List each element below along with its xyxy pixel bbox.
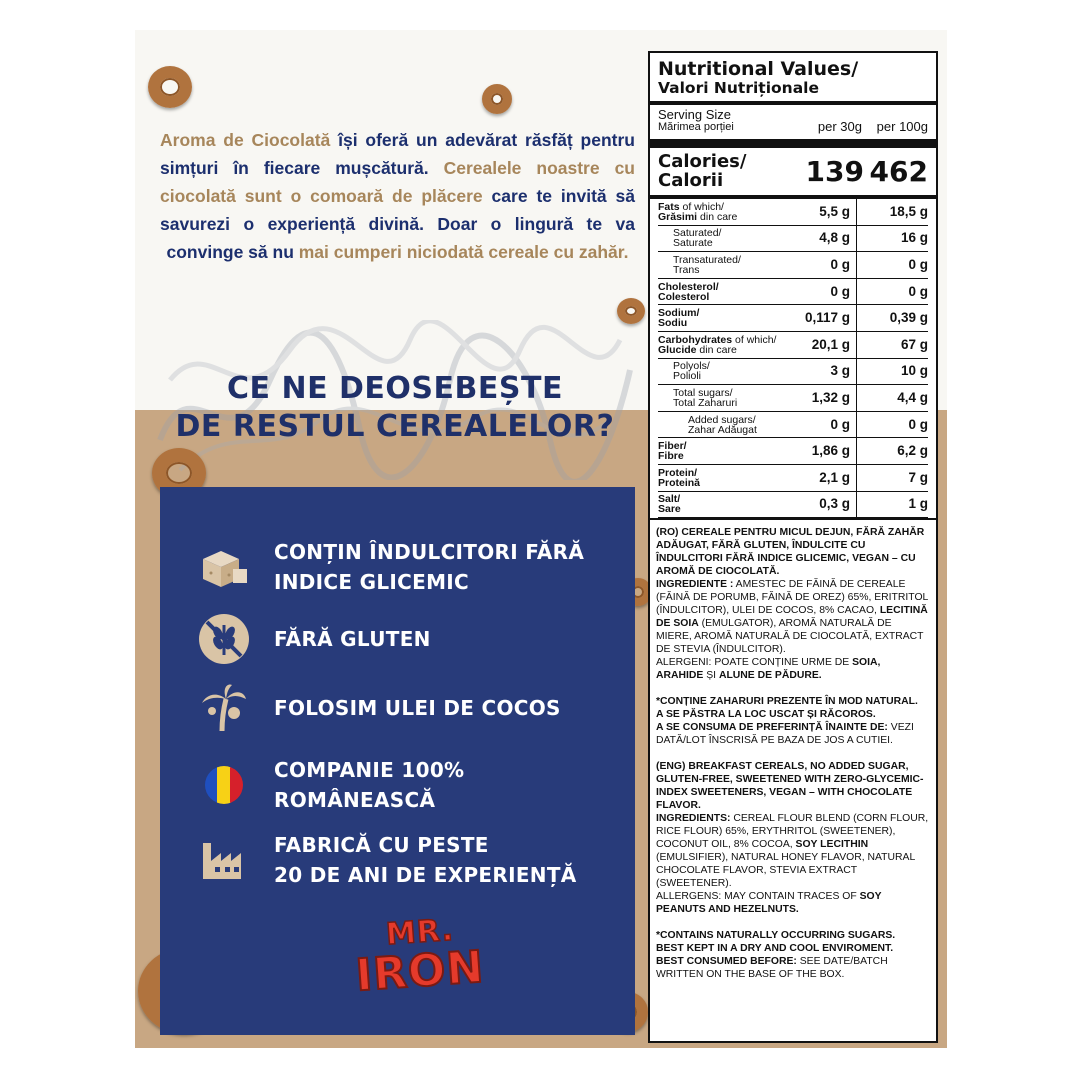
allergen-text: ALERGENI: POATE CONȚINE URME DE xyxy=(656,657,853,669)
ingredients-en-bold: SOY LECITHIN xyxy=(795,839,869,851)
spacer xyxy=(656,682,930,695)
nutrient-row xyxy=(658,199,928,226)
nutrition-title-en: Nutritional Values/ xyxy=(658,58,859,80)
feature-item xyxy=(198,830,577,890)
feature-line: INDICE GLICEMIC xyxy=(274,570,469,594)
nutrient-value-100g: 0,39 g xyxy=(856,305,928,331)
nutrient-name-ro: Fibre xyxy=(658,450,684,463)
feature-text xyxy=(274,537,584,597)
nutrient-label-ro xyxy=(673,371,784,381)
romania-flag-icon xyxy=(198,759,250,811)
nutrient-name-ro: Proteină xyxy=(658,476,701,489)
feature-item xyxy=(198,613,431,665)
allergen-bold: SOY PEANUTS AND HEZELNUTS. xyxy=(656,891,882,916)
nutrient-row xyxy=(658,279,928,306)
nutrient-name-en: Transaturated/ xyxy=(673,253,741,266)
nutrient-name-en: Sodium/ xyxy=(658,307,700,320)
ingredients-text xyxy=(650,518,936,981)
ingredients-ro-intro: (RO) CEREALE PENTRU MICUL DEJUN, FĂRĂ ZAHĂR ADĂUGAT, FĂRĂ GLUTEN, ÎNDULCITE CU ÎNDULCITORI FĂRĂ INDICE GLICEMIC, VEGAN – CU AROMĂ DE CIOCOLATĂ. xyxy=(656,527,925,578)
nutrient-name-en: Total sugars/ xyxy=(673,386,733,399)
nutrient-value-100g: 0 g xyxy=(856,279,928,305)
nutrient-name-en: Salt/ xyxy=(658,493,681,506)
calories-label-en: Calories/ xyxy=(658,151,747,172)
nutrient-label xyxy=(658,282,784,302)
ingredients-en-label: INGREDIENTS: xyxy=(656,813,731,825)
ingredients-ro-part: (EMULGATOR), AROMĂ NATURALĂ DE MIERE, AROMĂ NATURALĂ DE CIOCOLATĂ, EXTRACT DE STEVIA (ÎNDULCITOR). xyxy=(656,618,924,656)
allergen-bold: ALUNE DE PĂDURE. xyxy=(718,670,822,682)
ingredients-en-note xyxy=(656,955,930,981)
feature-line: ROMÂNEASCĂ xyxy=(274,788,436,812)
serving-size-row xyxy=(658,105,928,139)
nutrient-value-100g: 7 g xyxy=(856,465,928,491)
nutrient-value-30g: 20,1 g xyxy=(811,336,850,352)
nutrient-value-30g: 1,86 g xyxy=(811,443,850,459)
allergen-text: ȘI xyxy=(703,670,719,682)
nutrient-name-en: Polyols/ xyxy=(673,360,710,373)
factory-icon xyxy=(198,834,250,886)
nutrient-name-en: Cholesterol/ xyxy=(658,280,719,293)
nutrient-name-en: Protein/ xyxy=(658,466,698,479)
feature-item xyxy=(198,755,464,815)
ingredients-en-list xyxy=(656,812,930,890)
spacer xyxy=(656,916,930,929)
nutrient-name-ro: Zahar Adăugat xyxy=(688,423,757,436)
serving-label xyxy=(658,108,796,134)
ingredients-en-intro: (ENG) BREAKFAST CEREALS, NO ADDED SUGAR, GLUTEN-FREE, SWEETENED WITH ZERO-GLYCEMIC-INDEX SWEETENERS, VEGAN – WITH CHOCOLATE FLAVOR. xyxy=(656,761,924,812)
feature-line: CONȚIN ÎNDULCITORI FĂRĂ xyxy=(274,540,585,564)
ingredients-ro-list xyxy=(656,578,930,656)
nutrient-extra-en: of which/ xyxy=(732,333,777,346)
nutrient-name-en: Added sugars/ xyxy=(688,413,756,426)
nutrient-label xyxy=(658,202,784,222)
nutrient-value-30g: 4,8 g xyxy=(819,230,850,246)
nutrition-title-ro: Valori Nutriționale xyxy=(658,79,819,97)
nutrient-name-ro: Grăsimi xyxy=(658,210,698,223)
ingredients-ro-bold: LECITINĂ DE SOIA xyxy=(656,605,928,630)
note-text: SEE DATE/BATCH WRITTEN ON THE BASE OF THE BOX. xyxy=(656,956,888,981)
nutrient-label xyxy=(658,335,784,355)
nutrient-label-ro xyxy=(658,212,784,222)
nutrient-value-100g: 16 g xyxy=(856,226,928,252)
nutrient-row xyxy=(658,359,928,386)
nutrient-label xyxy=(658,468,784,488)
nutrient-label-ro xyxy=(673,238,784,248)
ingredients-ro-note: *CONȚINE ZAHARURI PREZENTE ÎN MOD NATURAL. xyxy=(656,696,918,708)
palm-tree-icon xyxy=(198,682,250,734)
note-text: VEZI DATĂ/LOT ÎNSCRISĂ PE BAZA DE JOS A CUTIEI. xyxy=(656,722,914,747)
nutrient-label xyxy=(658,361,784,381)
nutrient-value-100g: 18,5 g xyxy=(856,199,928,225)
nutrient-label-ro xyxy=(658,292,784,302)
divider xyxy=(650,139,936,148)
ingredients-en-note: *CONTAINS NATURALLY OCCURRING SUGARS. xyxy=(656,930,896,942)
nutrient-name-ro: Sodiu xyxy=(658,317,688,330)
ingredients-en-allergens xyxy=(656,890,930,916)
ingredients-ro-note: A SE PĂSTRA LA LOC USCAT ȘI RĂCOROS. xyxy=(656,709,876,721)
logo-text-bottom: IRON xyxy=(354,941,486,1002)
brand-logo xyxy=(350,912,490,1002)
nutrient-name-ro: Glucide xyxy=(658,343,697,356)
calories-value-100g: 462 xyxy=(869,154,928,188)
nutrient-label xyxy=(658,494,784,514)
nutrient-row xyxy=(658,252,928,279)
heading-line: DE RESTUL CEREALELOR? xyxy=(175,409,615,444)
cereal-ring-decoration xyxy=(482,84,512,114)
nutrient-value-30g: 5,5 g xyxy=(819,203,850,219)
nutrient-value-30g: 0,117 g xyxy=(804,310,850,326)
feature-text xyxy=(274,693,561,723)
nutrient-value-100g: 4,4 g xyxy=(856,385,928,411)
ingredients-ro-label: INGREDIENTE : xyxy=(656,579,734,591)
intro-segment: își oferă un adevărat răsfăț pentru simțuri în fiecare mușcătură. xyxy=(160,130,635,178)
nutrient-row xyxy=(658,332,928,359)
feature-text xyxy=(274,624,431,654)
nutrient-value-30g: 3 g xyxy=(830,363,850,379)
nutrient-label-ro xyxy=(688,425,784,435)
ingredients-en-part: CEREAL FLOUR BLEND (CORN FLOUR, RICE FLOUR) 65%, ERYTHRITOL (SWEETENER), COCONUT OIL, 8% COCOA, xyxy=(656,813,929,851)
nutrient-row xyxy=(658,492,928,519)
note-bold: BEST CONSUMED BEFORE: xyxy=(656,956,797,968)
nutrient-label xyxy=(658,441,784,461)
nutrient-label-ro xyxy=(658,451,784,461)
nutrient-label xyxy=(658,388,784,408)
nutrient-row xyxy=(658,465,928,492)
allergen-text: ALLERGENS: MAY CONTAIN TRACES OF xyxy=(656,891,860,903)
nutrient-extra-en: of which/ xyxy=(679,200,724,213)
intro-segment: care te invită să savurezi o experiență divină. Doar o lingură te va convinge să nu xyxy=(160,186,635,262)
nutrient-label-ro xyxy=(658,504,784,514)
feature-text xyxy=(274,755,464,815)
note-bold: A SE CONSUMA DE PREFERINȚĂ ÎNAINTE DE: xyxy=(656,722,888,734)
ingredients-ro-part: AMESTEC DE FĂINĂ DE CEREALE (FĂINĂ DE PORUMB, FĂINĂ DE OREZ) 65%, ERITRITOL (ÎNDULCITOR), ULEI DE COCOS, 8% CACAO, xyxy=(656,579,928,617)
nutrient-name-ro: Saturate xyxy=(673,237,713,250)
feature-line: FOLOSIM ULEI DE COCOS xyxy=(274,696,561,720)
nutrient-name-en: Carbohydrates xyxy=(658,333,733,346)
feature-line: COMPANIE 100% xyxy=(274,758,465,782)
nutrient-value-100g: 0 g xyxy=(856,412,928,438)
nutrient-value-100g: 1 g xyxy=(856,492,928,518)
nutrient-value-30g: 1,32 g xyxy=(811,389,850,405)
nutrient-extra-ro: din care xyxy=(696,343,737,356)
nutrient-value-100g: 6,2 g xyxy=(856,438,928,464)
feature-text xyxy=(274,830,577,890)
intro-segment: Aroma de Ciocolată xyxy=(160,130,331,150)
nutrient-table xyxy=(658,199,928,518)
nutrient-label-ro xyxy=(658,318,784,328)
nutrient-value-30g: 2,1 g xyxy=(819,469,850,485)
feature-item xyxy=(198,537,584,597)
nutrient-value-100g: 10 g xyxy=(856,359,928,385)
nutrient-value-100g: 0 g xyxy=(856,252,928,278)
calories-label-ro: Calorii xyxy=(658,170,724,191)
cereal-ring-decoration xyxy=(148,66,192,108)
serving-col-100g: per 100g xyxy=(876,119,928,134)
nutrition-label xyxy=(648,51,938,1043)
nutrient-label xyxy=(658,228,784,248)
intro-paragraph xyxy=(160,126,635,266)
nutrient-row xyxy=(658,412,928,439)
calories-row xyxy=(658,148,928,195)
features-panel xyxy=(160,487,635,1035)
nutrient-extra-ro: din care xyxy=(697,210,738,223)
intro-segment: mai cumperi niciodată cereale cu zahăr. xyxy=(298,242,629,262)
spacer xyxy=(656,747,930,760)
nutrient-label xyxy=(658,255,784,275)
calories-label xyxy=(658,152,802,190)
calories-value-30g: 139 xyxy=(805,154,864,188)
feature-line: FĂRĂ GLUTEN xyxy=(274,627,431,651)
nutrient-label-ro xyxy=(673,398,784,408)
nutrient-value-30g: 0 g xyxy=(830,416,850,432)
section-heading xyxy=(150,370,640,446)
nutrient-name-ro: Sare xyxy=(658,503,681,516)
ingredients-en-note: BEST KEPT IN A DRY AND COOL ENVIROMENT. xyxy=(656,943,894,955)
nutrient-value-30g: 0,3 g xyxy=(819,496,850,512)
feature-line: 20 DE ANI DE EXPERIENȚĂ xyxy=(274,863,577,887)
gluten-free-icon xyxy=(198,613,250,665)
nutrient-row xyxy=(658,305,928,332)
cereal-ring-decoration xyxy=(617,298,645,324)
serving-col-30g: per 30g xyxy=(817,119,862,134)
sugar-cube-icon xyxy=(198,541,250,593)
nutrient-name-ro: Colesterol xyxy=(658,290,710,303)
nutrient-value-30g: 0 g xyxy=(830,256,850,272)
nutrient-value-30g: 0 g xyxy=(830,283,850,299)
ingredients-en-part: (EMULSIFIER), NATURAL HONEY FLAVOR, NATURAL CHOCOLATE FLAVOR, STEVIA EXTRACT (SWEETENER). xyxy=(656,852,915,890)
nutrient-label xyxy=(658,308,784,328)
serving-label-ro: Mărimea porției xyxy=(658,121,734,133)
nutrient-label xyxy=(658,415,784,435)
nutrient-label-ro xyxy=(673,265,784,275)
nutrient-row xyxy=(658,226,928,253)
nutrient-label-ro xyxy=(658,478,784,488)
nutrient-name-en: Fiber/ xyxy=(658,440,687,453)
intro-segment: Cerealele noastre cu ciocolată sunt o comoară de plăcere xyxy=(160,158,635,206)
allergen-bold: SOIA, ARAHIDE xyxy=(656,657,881,682)
nutrient-name-en: Fats xyxy=(658,200,680,213)
nutrient-label-ro xyxy=(658,345,784,355)
feature-item xyxy=(198,682,561,734)
ingredients-ro-note xyxy=(656,721,930,747)
ingredients-ro-allergens xyxy=(656,656,930,682)
nutrient-row xyxy=(658,385,928,412)
nutrient-row xyxy=(658,438,928,465)
nutrient-value-100g: 67 g xyxy=(856,332,928,358)
serving-label-en: Serving Size xyxy=(658,107,731,122)
heading-line: CE NE DEOSEBEȘTE xyxy=(227,371,563,406)
nutrient-name-ro: Total Zaharuri xyxy=(673,396,738,409)
nutrient-name-ro: Trans xyxy=(673,263,700,276)
nutrient-name-en: Saturated/ xyxy=(673,227,722,240)
feature-line: FABRICĂ CU PESTE xyxy=(274,833,489,857)
nutrient-name-ro: Polioli xyxy=(673,370,702,383)
logo-text-top: MR. xyxy=(384,912,456,953)
